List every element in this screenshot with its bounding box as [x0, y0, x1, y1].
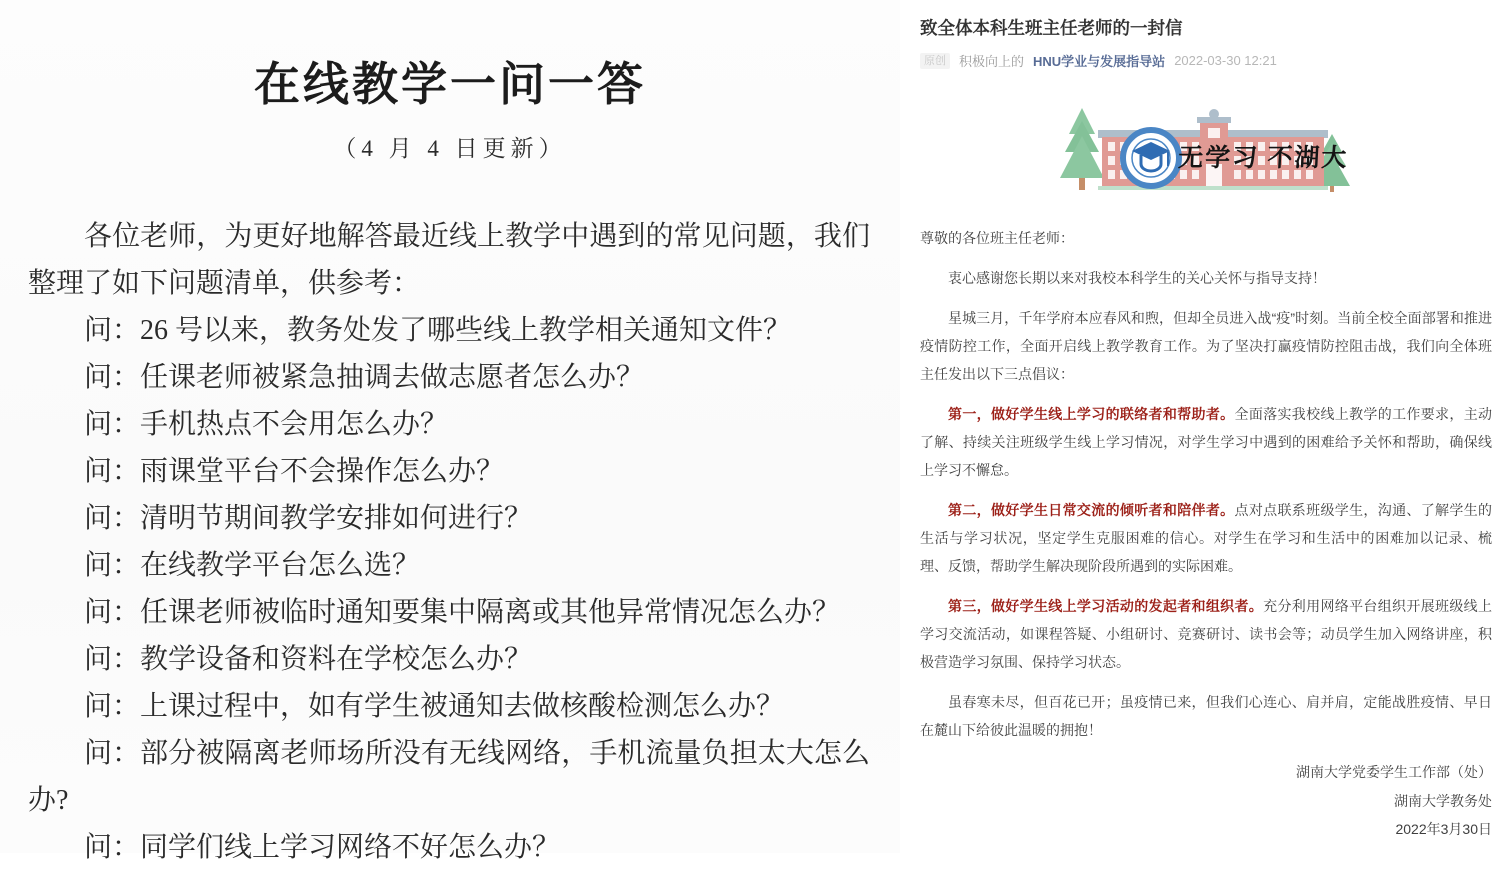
point-paragraph [920, 592, 1492, 676]
question-item: 问：同学们线上学习网络不好怎么办？ [84, 832, 561, 863]
hnu-logo-icon [1123, 130, 1179, 186]
intro-paragraph: 各位老师，为更好地解答最近线上教学中遇到的常见问题，我们整理了如下问题清单，供参考： [28, 221, 870, 299]
author-prefix: 积极向上的 [959, 54, 1025, 69]
point-paragraph [920, 496, 1492, 580]
question-item: 问：手机热点不会用怎么办？ [84, 409, 449, 440]
question-item: 问：雨课堂平台不会操作怎么办？ [84, 456, 505, 487]
banner-slogan: 无学习 不湖大 [1177, 145, 1350, 172]
banner-illustration [1054, 106, 1358, 194]
point-lead: 第一，做好学生线上学习的联络者和帮助者。 [948, 406, 1235, 422]
banner-svg [1054, 106, 1358, 194]
left-doc-subtitle: （4 月 4 日更新） [333, 136, 567, 161]
signature-line: 湖南大学教务处 [1394, 792, 1492, 809]
point-lead: 第二，做好学生日常交流的倾听者和陪伴者。 [948, 502, 1235, 518]
question-item: 问：在线教学平台怎么选？ [84, 550, 421, 581]
left-doc-body [28, 213, 870, 871]
context-paragraph: 星城三月，千年学府本应春风和煦，但却全员进入战“疫”时刻。当前全校全面部署和推进疫情防控工作，全面开启线上教学教育工作。为了坚决打赢疫情防控阻击战，我们向全体班主任发出以下三点倡议： [920, 310, 1492, 382]
question-item: 问：上课过程中，如有学生被通知去做核酸检测怎么办？ [84, 691, 785, 722]
signature-date: 2022年3月30日 [1395, 821, 1492, 837]
article-body [920, 224, 1492, 844]
question-item: 问：部分被隔离老师场所没有无线网络，手机流量负担太大怎么办? [28, 738, 870, 816]
point-text: 点对点联系班级学生，沟通、了解学生的生活与学习状况，坚定学生克服困难的信心。对学生在学习和生活中的困难加以记录、梳理、反馈，帮助学生解决现阶段所遇到的实际困难。 [920, 502, 1493, 574]
salutation: 尊敬的各位班主任老师： [920, 230, 1074, 246]
article-pane [920, 0, 1492, 853]
publish-datetime: 2022-03-30 12:21 [1174, 53, 1277, 68]
signature-block [920, 758, 1492, 844]
point-paragraph [920, 400, 1492, 484]
question-item: 问：任课老师被紧急抽调去做志愿者怎么办？ [84, 362, 645, 393]
closing-paragraph: 虽春寒未尽，但百花已开；虽疫情已来，但我们心连心、肩并肩，定能战胜疫情、早日在麓山下给彼此温暖的拥抱！ [920, 694, 1492, 738]
account-link[interactable]: HNU学业与发展指导站 [1033, 54, 1166, 69]
thanks-paragraph: 衷心感谢您长期以来对我校本科学生的关心关怀与指导支持！ [948, 270, 1326, 286]
article-title: 致全体本科生班主任老师的一封信 [920, 18, 1183, 38]
original-badge: 原创 [920, 53, 950, 69]
point-text: 充分利用网络平台组织开展班级线上学习交流活动，如课程答疑、小组研讨、竞赛研讨、读书会等；动员学生加入网络讲座，积极营造学习氛围、保持学习状态。 [920, 598, 1493, 670]
question-item: 问：教学设备和资料在学校怎么办？ [84, 644, 533, 675]
point-text: 全面落实我校线上教学的工作要求，主动了解、持续关注班级学生线上学习情况，对学生学习中遇到的困难给予关怀和帮助，确保线上学习不懈怠。 [920, 406, 1493, 478]
article-meta [920, 51, 1492, 70]
question-item: 问：26 号以来，教务处发了哪些线上教学相关通知文件？ [84, 315, 792, 346]
pine-tree-left-icon [1060, 108, 1104, 190]
signature-line: 湖南大学党委学生工作部（处） [1296, 764, 1492, 780]
point-lead: 第三，做好学生线上学习活动的发起者和组织者。 [948, 598, 1264, 614]
question-item: 问：任课老师被临时通知要集中隔离或其他异常情况怎么办？ [84, 597, 841, 628]
question-item: 问：清明节期间教学安排如何进行？ [84, 503, 533, 534]
left-doc-title: 在线教学一问一答 [254, 59, 646, 110]
